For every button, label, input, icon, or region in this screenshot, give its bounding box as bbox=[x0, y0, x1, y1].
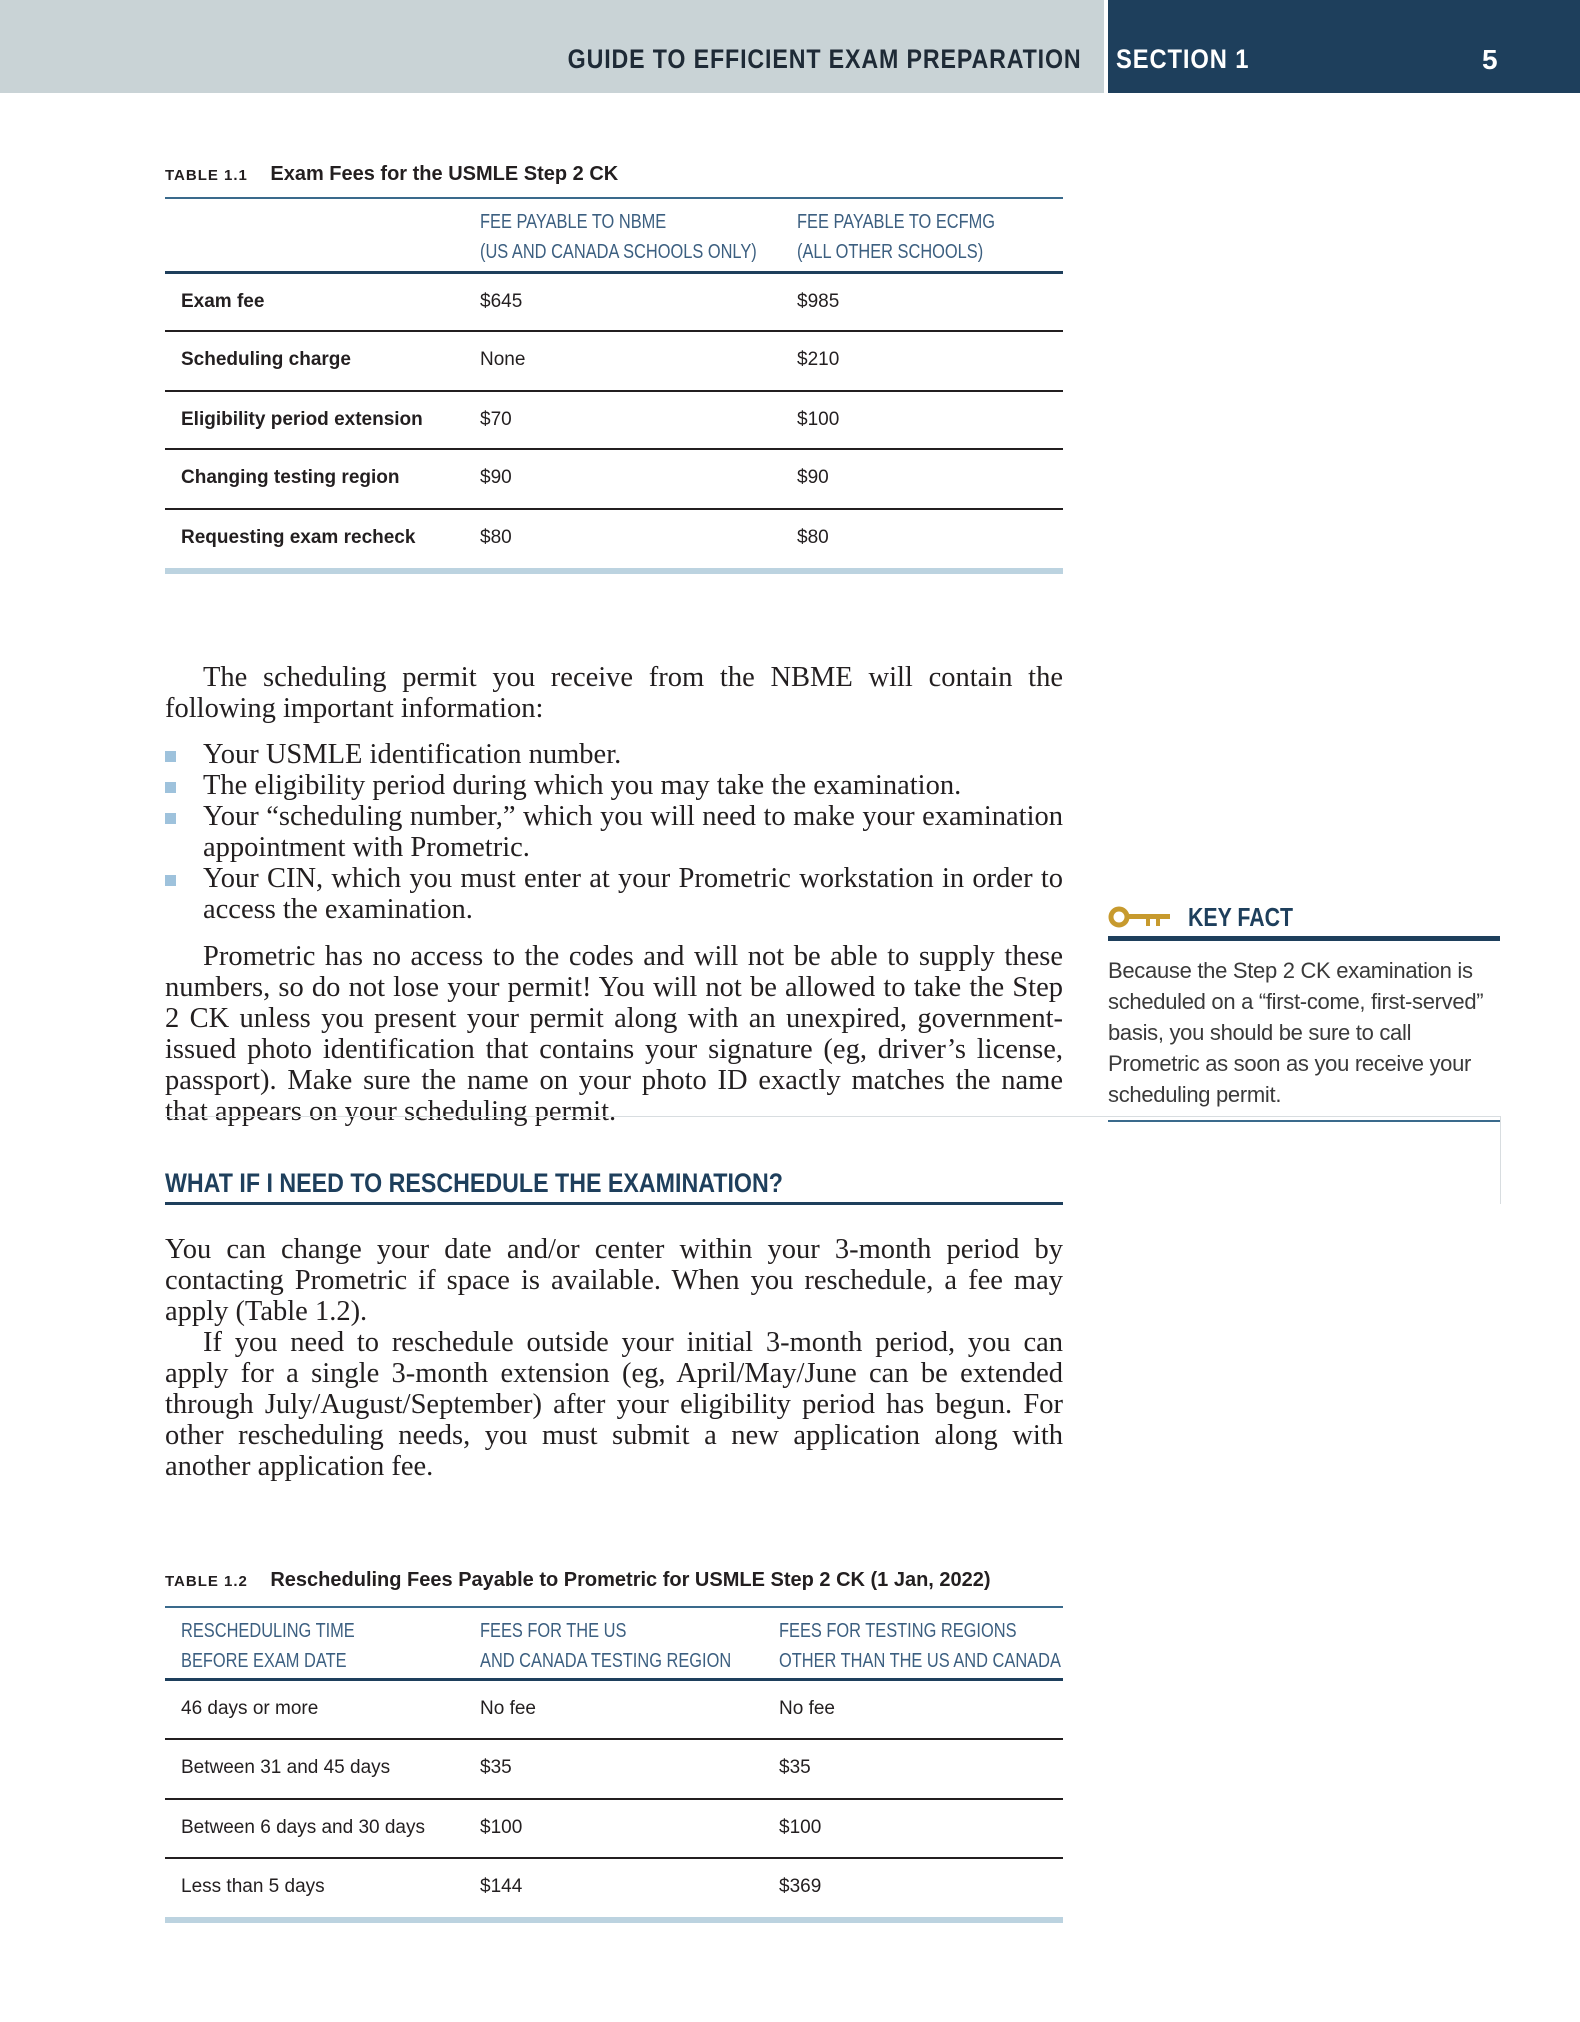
key-fact-text: Because the Step 2 CK examination is scheduled on a “first-come, first-served” basis, you should be sure to call Prometric as soon as you receive your scheduling permit. bbox=[1108, 955, 1500, 1122]
table-1-caption bbox=[165, 163, 618, 186]
bullet-marker bbox=[165, 751, 176, 762]
column-header-line: FEES FOR TESTING REGIONS bbox=[779, 1620, 1017, 1642]
key-icon bbox=[1108, 906, 1172, 933]
extension-paragraph: If you need to reschedule outside your initial 3-month period, you can apply for a single 3-month extension (eg, April/May/June can be extended through July/August/September) after your eligibility period has begun. For other rescheduling needs, you must submit a new application along with another application fee. bbox=[165, 1327, 1063, 1482]
table-cell: $70 bbox=[480, 409, 512, 430]
row-label: Between 6 days and 30 days bbox=[181, 1817, 426, 1838]
table-title: Rescheduling Fees Payable to Prometric for USMLE Step 2 CK (1 Jan, 2022) bbox=[270, 1569, 991, 1591]
table-cell: $35 bbox=[480, 1757, 512, 1778]
bullet-marker bbox=[165, 813, 176, 824]
list-item bbox=[165, 770, 1063, 801]
table-cell: $35 bbox=[779, 1757, 811, 1778]
table-cell: $144 bbox=[480, 1876, 523, 1897]
table-row bbox=[165, 450, 1063, 510]
reschedule-paragraph: You can change your date and/or center within your 3-month period by contacting Prometric if space is available. When you reschedule, a fee may apply (Table 1.2). bbox=[165, 1234, 1063, 1327]
column-header-line: FEE PAYABLE TO NBME bbox=[480, 211, 667, 233]
table-cell: $90 bbox=[480, 467, 512, 488]
table-cell: $100 bbox=[779, 1817, 822, 1838]
row-label: Changing testing region bbox=[181, 467, 400, 488]
permit-paragraph: Prometric has no access to the codes and will not be able to supply these numbers, so do not lose your permit! You will not be allowed to take the Step 2 CK unless you present your permit along with an unexpired, government-issued photo identification that contains your signature (eg, driver’s license, passport). Make sure the name on your photo ID exactly matches the name that appears on your scheduling permit. bbox=[165, 941, 1063, 1127]
row-label: Exam fee bbox=[181, 291, 265, 312]
key-fact-header bbox=[1108, 900, 1500, 941]
list-item-text: Your “scheduling number,” which you will need to make your examination appointment with Prometric. bbox=[203, 801, 1063, 863]
table-row bbox=[165, 1800, 1063, 1859]
table-cell: No fee bbox=[480, 1698, 536, 1719]
column-header bbox=[181, 1616, 355, 1676]
table-cell: No fee bbox=[779, 1698, 835, 1719]
row-label: 46 days or more bbox=[181, 1698, 319, 1719]
table-number: TABLE 1.2 bbox=[165, 1573, 248, 1590]
row-label: Requesting exam recheck bbox=[181, 527, 416, 548]
column-header bbox=[480, 1616, 731, 1676]
column-header bbox=[480, 207, 757, 267]
section-label: SECTION 1 bbox=[1116, 44, 1250, 74]
table-row bbox=[165, 274, 1063, 332]
table-cell: $100 bbox=[797, 409, 840, 430]
table-cell: $100 bbox=[480, 1817, 523, 1838]
section-heading bbox=[165, 1168, 1063, 1205]
list-item-text: Your USMLE identification number. bbox=[203, 739, 622, 770]
row-label: Less than 5 days bbox=[181, 1876, 325, 1897]
column-header-line: BEFORE EXAM DATE bbox=[181, 1650, 347, 1672]
column-header-line: RESCHEDULING TIME bbox=[181, 1620, 355, 1642]
table-header bbox=[165, 199, 1063, 274]
section-heading-text: WHAT IF I NEED TO RESCHEDULE THE EXAMINATION? bbox=[165, 1168, 783, 1198]
info-bullet-list bbox=[165, 739, 1063, 925]
table-row bbox=[165, 510, 1063, 568]
list-item-text: The eligibility period during which you may take the examination. bbox=[203, 770, 962, 801]
page-number: 5 bbox=[1482, 44, 1498, 75]
table-row bbox=[165, 1859, 1063, 1917]
table-2-caption bbox=[165, 1569, 991, 1592]
table-row bbox=[165, 332, 1063, 392]
table-row bbox=[165, 392, 1063, 450]
table-header bbox=[165, 1608, 1063, 1681]
bullet-marker bbox=[165, 782, 176, 793]
column-header bbox=[779, 1616, 1061, 1676]
table-cell: $90 bbox=[797, 467, 829, 488]
list-item bbox=[165, 739, 1063, 770]
table-cell: $369 bbox=[779, 1876, 822, 1897]
row-label: Between 31 and 45 days bbox=[181, 1757, 391, 1778]
column-header-line: AND CANADA TESTING REGION bbox=[480, 1650, 732, 1672]
table-title: Exam Fees for the USMLE Step 2 CK bbox=[270, 163, 619, 185]
running-title: GUIDE TO EFFICIENT EXAM PREPARATION bbox=[568, 44, 1082, 74]
table-cell: $80 bbox=[797, 527, 829, 548]
list-item-text: Your CIN, which you must enter at your Prometric workstation in order to access the examination. bbox=[203, 863, 1063, 925]
column-header-line: FEE PAYABLE TO ECFMG bbox=[797, 211, 996, 233]
row-label: Scheduling charge bbox=[181, 349, 351, 370]
fees-table bbox=[165, 197, 1063, 574]
column-header-line: OTHER THAN THE US AND CANADA bbox=[779, 1650, 1061, 1672]
column-header-line: (ALL OTHER SCHOOLS) bbox=[797, 241, 984, 263]
key-fact-label: KEY FACT bbox=[1188, 902, 1294, 932]
table-row bbox=[165, 1681, 1063, 1740]
table-cell: $210 bbox=[797, 349, 840, 370]
intro-paragraph: The scheduling permit you receive from the NBME will contain the following important information: bbox=[165, 662, 1063, 724]
row-label: Eligibility period extension bbox=[181, 409, 423, 430]
rescheduling-fees-table bbox=[165, 1606, 1063, 1923]
column-header bbox=[797, 207, 995, 267]
table-cell: $80 bbox=[480, 527, 512, 548]
list-item bbox=[165, 863, 1063, 925]
table-cell: $645 bbox=[480, 291, 523, 312]
column-header-line: FEES FOR THE US bbox=[480, 1620, 627, 1642]
table-row bbox=[165, 1740, 1063, 1800]
table-cell: None bbox=[480, 349, 526, 370]
key-fact-box bbox=[1108, 900, 1500, 1122]
column-header-line: (US AND CANADA SCHOOLS ONLY) bbox=[480, 241, 757, 263]
table-cell: $985 bbox=[797, 291, 840, 312]
list-item bbox=[165, 801, 1063, 863]
table-number: TABLE 1.1 bbox=[165, 167, 248, 184]
bullet-marker bbox=[165, 875, 176, 886]
